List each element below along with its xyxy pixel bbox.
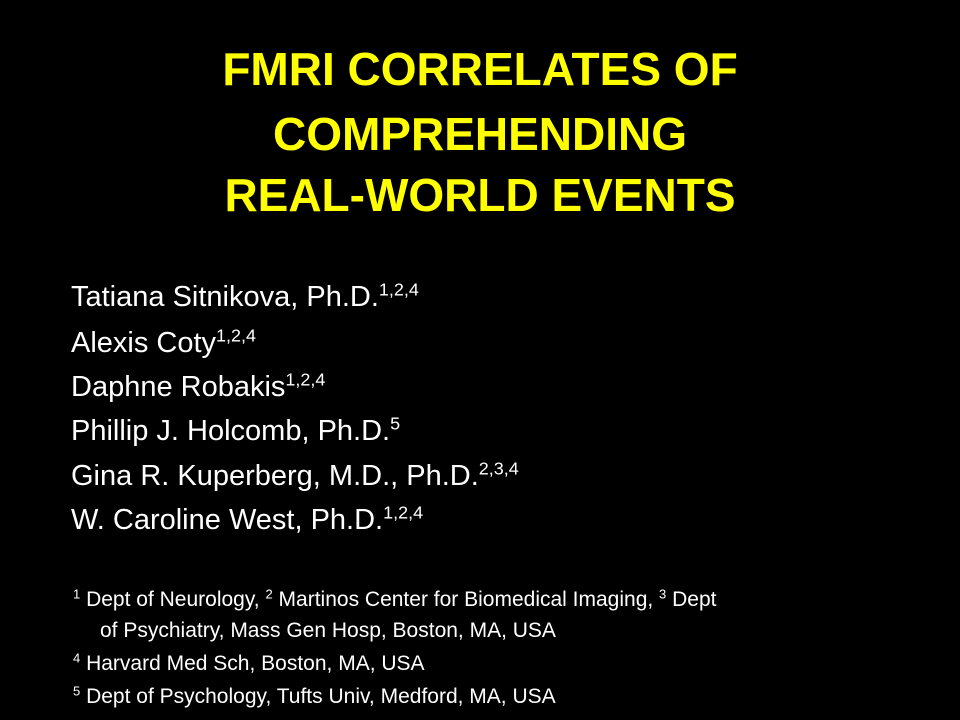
author-affiliation-marks: 2,3,4	[478, 458, 519, 479]
affiliation-line-3	[73, 650, 425, 675]
author-affiliation-marks: 1,2,4	[378, 279, 419, 300]
title-line-2: COMPREHENDING	[272, 108, 688, 160]
author-robakis	[71, 369, 326, 403]
affiliation-text: Dept of Psychology, Tufts Univ, Medford, MA, USA	[80, 685, 556, 708]
author-affiliation-marks: 1,2,4	[285, 369, 326, 390]
title-line-1: FMRI CORRELATES OF	[222, 43, 738, 95]
author-affiliation-marks: 5	[390, 413, 401, 434]
title-line-3: REAL-WORLD EVENTS	[224, 169, 736, 221]
author-holcomb	[71, 413, 401, 447]
author-west	[71, 502, 424, 536]
author-sitnikova	[71, 279, 419, 313]
affiliation-line-1	[73, 586, 717, 611]
author-name: Gina R. Kuperberg, M.D., Ph.D.	[71, 460, 479, 492]
affiliation-text: Dept	[666, 588, 717, 611]
affiliation-line-2: of Psychiatry, Mass Gen Hosp, Boston, MA, USA	[100, 619, 556, 642]
author-name: Daphne Robakis	[71, 371, 286, 403]
affiliation-mark: 2	[265, 586, 273, 602]
author-affiliation-marks: 1,2,4	[383, 502, 424, 523]
author-name: W. Caroline West, Ph.D.	[71, 504, 384, 536]
author-coty	[71, 325, 257, 359]
affiliation-text: Martinos Center for Biomedical Imaging,	[272, 588, 660, 611]
affiliation-text: Dept of Neurology,	[80, 588, 266, 611]
affiliation-text: Harvard Med Sch, Boston, MA, USA	[80, 652, 425, 675]
author-name: Alexis Coty	[71, 327, 217, 359]
author-name: Phillip J. Holcomb, Ph.D.	[71, 415, 391, 447]
author-kuperberg	[71, 458, 519, 492]
affiliation-mark: 4	[73, 650, 81, 666]
author-affiliation-marks: 1,2,4	[216, 325, 257, 346]
affiliation-line-4	[73, 683, 556, 708]
author-name: Tatiana Sitnikova, Ph.D.	[71, 281, 379, 313]
affiliation-mark: 3	[659, 586, 667, 602]
affiliation-mark: 5	[73, 683, 81, 699]
affiliation-mark: 1	[73, 586, 81, 602]
